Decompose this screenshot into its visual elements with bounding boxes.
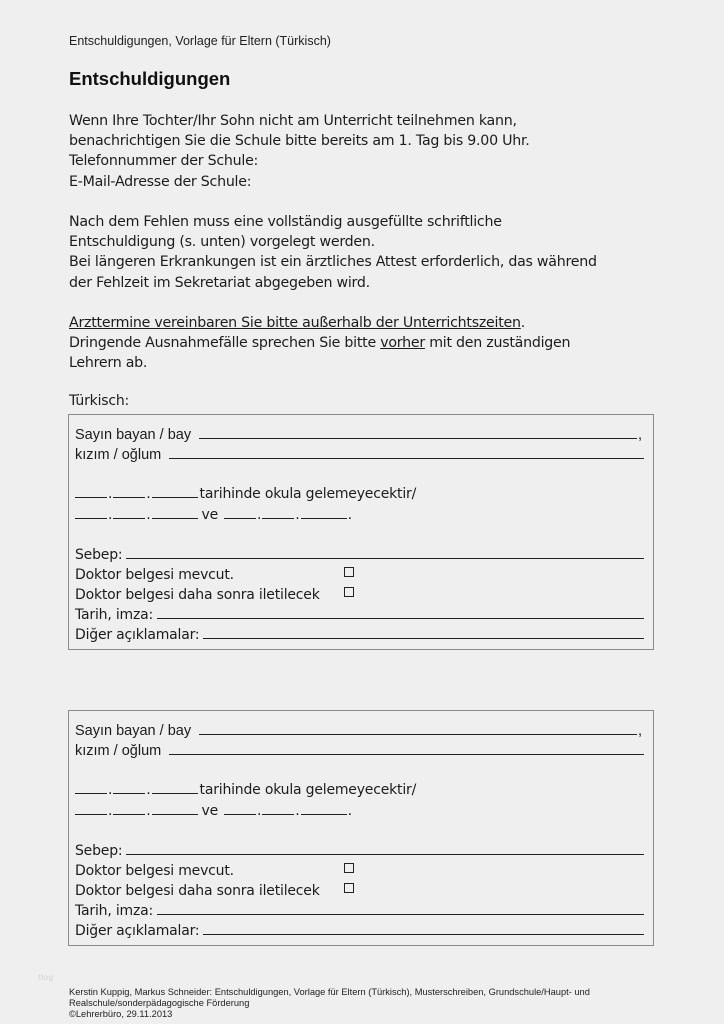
day-field[interactable] bbox=[75, 793, 107, 794]
text: mit den zuständigen bbox=[424, 335, 571, 352]
salutation-row bbox=[75, 423, 644, 443]
footer-citation-cont: Realschule/sonderpädagogische Förderung bbox=[69, 998, 250, 1008]
doctor-note-later-checkbox[interactable] bbox=[344, 883, 354, 893]
date-range-row: . . ve . . . bbox=[75, 503, 644, 523]
absent-text: tarihinde okula gelemeyecektir/ bbox=[199, 782, 417, 798]
to-day-field[interactable] bbox=[224, 814, 256, 815]
doctor-note-present-row bbox=[75, 563, 644, 583]
intro-line: benachrichtigen Sie die Schule bitte bereits am 1. Tag bis 9.00 Uhr. bbox=[69, 133, 530, 150]
comma: , bbox=[637, 427, 642, 443]
other-remarks-label: Diğer açıklamalar: bbox=[75, 627, 200, 643]
reason-row bbox=[75, 543, 644, 563]
doctor-note-later-checkbox[interactable] bbox=[344, 587, 354, 597]
doctor-note-present-row bbox=[75, 859, 644, 879]
school-email-label: E-Mail-Adresse der Schule: bbox=[69, 173, 252, 190]
date-signature-label: Tarih, imza: bbox=[75, 607, 154, 623]
child-label: kızım / oğlum bbox=[75, 447, 162, 463]
from-day-field[interactable] bbox=[75, 518, 107, 519]
salutation-row bbox=[75, 719, 644, 739]
other-remarks-field[interactable] bbox=[203, 638, 644, 639]
requirements-paragraph bbox=[69, 212, 597, 293]
child-row bbox=[75, 443, 644, 463]
from-month-field[interactable] bbox=[113, 814, 145, 815]
language-label: Türkisch: bbox=[69, 393, 130, 409]
child-row bbox=[75, 739, 644, 759]
period: . bbox=[520, 315, 526, 331]
date-range-row: . . ve . . . bbox=[75, 799, 644, 819]
month-field[interactable] bbox=[113, 793, 145, 794]
text: Dringende Ausnahmefälle sprechen Sie bitte bbox=[69, 335, 381, 352]
to-month-field[interactable] bbox=[262, 518, 294, 519]
other-remarks-row bbox=[75, 623, 644, 643]
reason-field[interactable] bbox=[126, 854, 644, 855]
date-signature-row bbox=[75, 603, 644, 623]
day-field[interactable] bbox=[75, 497, 107, 498]
absent-date-row: . . tarihinde okula gelemeyecektir/ bbox=[75, 778, 644, 798]
doctor-note-present-label: Doktor belgesi mevcut. bbox=[75, 863, 234, 879]
doctor-note-later-label: Doktor belgesi daha sonra iletilecek bbox=[75, 587, 320, 603]
reason-row bbox=[75, 839, 644, 859]
requirements-line: der Fehlzeit im Sekretariat abgegeben wird. bbox=[69, 274, 370, 291]
doctor-note-present-label: Doktor belgesi mevcut. bbox=[75, 567, 234, 583]
to-month-field[interactable] bbox=[262, 814, 294, 815]
month-field[interactable] bbox=[113, 497, 145, 498]
appointments-underlined: Arzttermine vereinbaren Sie bitte außerhalb der Unterrichtszeiten bbox=[69, 315, 521, 331]
year-field[interactable] bbox=[152, 497, 198, 498]
other-remarks-field[interactable] bbox=[203, 934, 644, 935]
intro-line: Wenn Ihre Tochter/Ihr Sohn nicht am Unterricht teilnehmen kann, bbox=[69, 113, 517, 129]
child-name-field[interactable] bbox=[169, 458, 644, 459]
reason-label: Sebep: bbox=[75, 547, 123, 563]
excuse-form-2 bbox=[68, 710, 654, 946]
excuse-form-1 bbox=[68, 414, 654, 650]
period: . bbox=[347, 803, 352, 819]
parent-name-field[interactable] bbox=[199, 438, 637, 439]
to-year-field[interactable] bbox=[301, 814, 347, 815]
from-year-field[interactable] bbox=[152, 518, 198, 519]
absent-text: tarihinde okula gelemeyecektir/ bbox=[199, 486, 417, 502]
from-day-field[interactable] bbox=[75, 814, 107, 815]
date-signature-label: Tarih, imza: bbox=[75, 903, 154, 919]
vorher-underlined: vorher bbox=[380, 335, 425, 352]
salutation-label: Sayın bayan / bay bbox=[75, 427, 192, 443]
from-year-field[interactable] bbox=[152, 814, 198, 815]
other-remarks-label: Diğer açıklamalar: bbox=[75, 923, 200, 939]
date-signature-field[interactable] bbox=[157, 914, 644, 915]
running-header: Entschuldigungen, Vorlage für Eltern (Türkisch) bbox=[69, 34, 331, 48]
child-label: kızım / oğlum bbox=[75, 743, 162, 759]
parent-name-field[interactable] bbox=[199, 734, 637, 735]
footer-citation: Kerstin Kuppig, Markus Schneider: Entschuldigungen, Vorlage für Eltern (Türkisch), Musterschreiben, Grundschule/Haupt- und bbox=[69, 987, 590, 997]
intro-paragraph bbox=[69, 111, 530, 192]
to-year-field[interactable] bbox=[301, 518, 347, 519]
page-title: Entschuldigungen bbox=[69, 68, 231, 89]
footer-copyright: ©Lehrerbüro, 29.11.2013 bbox=[69, 1009, 173, 1019]
appointments-line-1 bbox=[69, 313, 570, 333]
footer bbox=[69, 987, 590, 1020]
doctor-note-present-checkbox[interactable] bbox=[344, 863, 354, 873]
year-field[interactable] bbox=[152, 793, 198, 794]
period: . bbox=[347, 507, 352, 523]
doctor-note-later-row bbox=[75, 583, 644, 603]
appointments-line-3: Lehrern ab. bbox=[69, 355, 148, 372]
appointments-line-2 bbox=[69, 333, 570, 353]
doctor-note-present-checkbox[interactable] bbox=[344, 567, 354, 577]
appointments-paragraph bbox=[69, 313, 570, 374]
doctor-note-later-row bbox=[75, 879, 644, 899]
salutation-label: Sayın bayan / bay bbox=[75, 723, 192, 739]
doctor-note-later-label: Doktor belgesi daha sonra iletilecek bbox=[75, 883, 320, 899]
school-phone-label: Telefonnummer der Schule: bbox=[69, 153, 259, 170]
child-name-field[interactable] bbox=[169, 754, 644, 755]
requirements-line: Nach dem Fehlen muss eine vollständig ausgefüllte schriftliche bbox=[69, 214, 502, 230]
faint-watermark: tlog bbox=[38, 973, 54, 982]
reason-field[interactable] bbox=[126, 558, 644, 559]
and-text: ve bbox=[201, 803, 219, 819]
requirements-line: Bei längeren Erkrankungen ist ein ärztliches Attest erforderlich, das während bbox=[69, 254, 597, 271]
and-text: ve bbox=[201, 507, 219, 523]
absent-date-row: . . tarihinde okula gelemeyecektir/ bbox=[75, 482, 644, 502]
requirements-line: Entschuldigung (s. unten) vorgelegt werden. bbox=[69, 234, 375, 251]
other-remarks-row bbox=[75, 919, 644, 939]
date-signature-field[interactable] bbox=[157, 618, 644, 619]
date-signature-row bbox=[75, 899, 644, 919]
reason-label: Sebep: bbox=[75, 843, 123, 859]
comma: , bbox=[637, 723, 642, 739]
from-month-field[interactable] bbox=[113, 518, 145, 519]
to-day-field[interactable] bbox=[224, 518, 256, 519]
